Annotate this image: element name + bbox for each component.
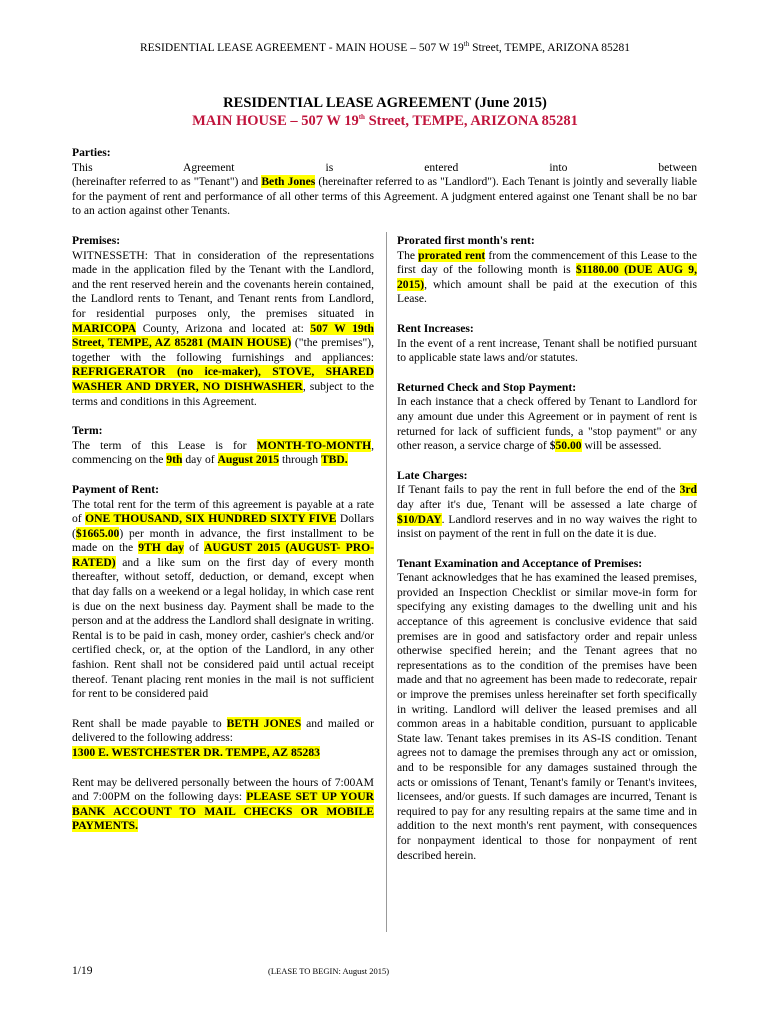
landlord-name: Beth Jones: [261, 175, 316, 189]
parties-body: [72, 175, 697, 219]
subtitle-text-end: Street, TEMPE, ARIZONA 85281: [364, 113, 578, 129]
delivery-text: Rent may be delivered personally between the hours of 7:00AM and 7:00PM on the following days:: [72, 775, 374, 804]
mail-address: 1300 E. WESTCHESTER DR. TEMPE, AZ 85283: [72, 746, 320, 759]
examination-heading: Tenant Examination and Acceptance of Premises:: [397, 556, 643, 570]
returned-check-text-2: will be assessed.: [581, 439, 662, 453]
late-text-3: . Landlord reserves and in no way waives the right to insist on payment of the rent in full on the date it is due.: [397, 512, 697, 541]
examination-section: [397, 557, 697, 863]
parties-section: [72, 146, 697, 219]
term-text-4: through: [279, 453, 321, 467]
parties-text-end: (hereinafter referred to as "Landlord"). Each Tenant is jointly and severally liable for the payment of rent and performance of all other terms of this Agreement. A judgment entered against one Tenant shall be no bar to an action against other Tenants.: [72, 175, 697, 218]
term-body: [72, 439, 374, 468]
term-start-month: August 2015: [217, 453, 280, 467]
late-charges-body: [397, 483, 697, 541]
term-end: TBD.: [320, 453, 348, 467]
term-type: MONTH-TO-MONTH: [256, 438, 372, 452]
rent-amount: $1665.00: [75, 526, 120, 540]
parties-text: (hereinafter referred to as "Tenant") and: [72, 175, 262, 189]
late-text: If Tenant fails to pay the rent in full before the end of the: [397, 483, 680, 497]
premises-section: [72, 234, 374, 409]
delivery-body: [72, 776, 374, 834]
payment-text-4: of: [184, 541, 204, 555]
fee-prefix: $: [549, 439, 556, 453]
prorated-section: [397, 234, 697, 307]
increases-heading: Rent Increases:: [397, 321, 474, 335]
payee-section: [72, 717, 374, 761]
returned-check-fee: 50.00: [555, 439, 582, 453]
late-day: 3rd: [679, 483, 697, 497]
returned-check-body: [397, 395, 697, 453]
title-block: [0, 94, 770, 130]
appliances-list: REFRIGERATOR (no ice-maker), STOVE, SHARED WASHER AND DRYER, NO DISHWASHER: [72, 365, 374, 393]
prorated-term: prorated rent: [418, 248, 486, 262]
payment-section: [72, 483, 374, 702]
term-text-3: day of: [182, 453, 218, 467]
column-divider: [386, 232, 387, 932]
payment-text: The total rent for the term of this agreement is payable at a rate of: [72, 497, 374, 526]
term-text-2: , commencing on the: [72, 438, 374, 467]
subtitle-sup: th: [358, 113, 365, 122]
late-text-2: day after it's due, Tenant will be assessed a late charge of: [397, 497, 697, 511]
returned-check-heading: Returned Check and Stop Payment:: [397, 380, 577, 394]
county-value: MARICOPA: [72, 321, 137, 335]
examination-body: Tenant acknowledges that he has examined the leased premises, provided an Inspection Checklist or similar move-in form for specifying any existing damages to the dwelling unit and his acceptance of this agreement is conclusive evidence that said premises are in good and satisfactory order and repair unless otherwise specified herein; and the Tenant agrees that no representations as to the condition of the premises have been made and that no agreement has been made to redecorate, repair or improve the premises unless hereinafter set forth specifically in writing. Landlord will deliver the leased premises and all common areas in a habitable condition, pursuant to applicable State law. Tenant takes premises in its AS-IS condition. Tenant agrees not to damage the premises through any act or omission, and to be responsible for any damages sustained through the acts or omissions of Tenant, Tenant's family or Tenant's invitees, licensees, and/or guests. If such damages are incurred, Tenant is required to pay for any resulting repairs at the same time and in addition to the next month's rent payment, with consequences for nonpayment identical to those for nonpayment of rent described herein.: [397, 571, 697, 862]
first-payment-month: AUGUST 2015 (AUGUST- PRO-RATED): [72, 541, 374, 569]
payment-text-3: ) per month in advance, the first installment to be made on the: [72, 526, 374, 555]
late-charges-heading: Late Charges:: [397, 468, 468, 482]
footer-note: (LEASE TO BEGIN: August 2015): [268, 966, 390, 976]
term-text: The term of this Lease is for: [72, 438, 257, 452]
premises-text-2: County, Arizona and located at:: [136, 321, 311, 335]
term-heading: Term:: [72, 424, 103, 438]
payee-name: BETH JONES: [226, 716, 302, 730]
returned-check-section: [397, 381, 697, 454]
prorated-text-3: , which amount shall be paid at the execution of this Lease.: [397, 277, 697, 306]
right-column: [397, 234, 697, 878]
first-payment-day: 9TH day: [138, 541, 185, 555]
late-fee: $10/DAY: [397, 512, 442, 526]
rent-amount-words: ONE THOUSAND, SIX HUNDRED SIXTY FIVE: [85, 512, 337, 526]
returned-check-text: In each instance that a check offered by Tenant to Landlord for any amount due under this Agreement or in payment of rent is returned for lack of sufficient funds, a "stop payment" or any other reason, a service charge of: [397, 395, 697, 453]
increases-section: [397, 322, 697, 366]
increases-body: In the event of a rent increase, Tenant shall be notified pursuant to applicable state laws and/or statutes.: [397, 336, 697, 365]
left-column: [72, 234, 374, 849]
mail-address-line: [72, 746, 374, 761]
payment-text-2: Dollars (: [72, 512, 374, 540]
payment-heading: Payment of Rent:: [72, 482, 159, 496]
premises-text: WITNESSETH: That in consideration of the representations made in the application filed by the Tenant with the Landlord, and the rent reserved herein and the covenants herein contained, the Landlord rents to Tenant, and Tenant rents from Landlord, for residential purposes only, the premises situated in: [72, 248, 374, 320]
delivery-instructions: PLEASE SET UP YOUR BANK ACCOUNT TO MAIL CHECKS OR MOBILE PAYMENTS.: [72, 790, 374, 833]
header-sup: th: [463, 40, 470, 49]
payee-text-2: and mailed or delivered to the following address:: [72, 716, 374, 745]
subtitle-text: MAIN HOUSE – 507 W 19: [192, 113, 359, 129]
parties-line1: This Agreement is entered into between: [72, 160, 697, 174]
premises-heading: Premises:: [72, 234, 121, 247]
term-start-day: 9th: [166, 453, 183, 467]
page-number: 1/19: [72, 965, 93, 977]
payment-body: [72, 498, 374, 702]
document-subtitle: [0, 112, 770, 130]
document-title: RESIDENTIAL LEASE AGREEMENT (June 2015): [223, 95, 547, 111]
running-header: [0, 42, 770, 54]
header-text: RESIDENTIAL LEASE AGREEMENT - MAIN HOUSE – 507 W 19: [139, 42, 464, 54]
prorated-body: [397, 249, 697, 307]
prorated-text-2: from the commencement of this Lease to the first day of the following month is: [397, 248, 697, 277]
delivery-section: [72, 776, 374, 834]
parties-heading: Parties:: [72, 146, 111, 159]
late-charges-section: [397, 469, 697, 542]
payment-text-5: and a like sum on the first day of every month thereafter, without setoff, deduction, or demand, except when that day falls on a weekend or a legal holiday, in which case rent is due on the next business day. Payment shall be made to the person and at the address the Landlord shall designate in writing. Rental is to be paid in cash, money order, cashier's check and/or certified check, or, at the option of the Landlord, in any other fashion. Rent shall not be considered paid until actual receipt thereof. Tenant placing rent monies in the mail is not sufficient for rent to be considered paid: [72, 555, 374, 701]
premises-text-3: ("the premises"), together with the following furnishings and appliances:: [72, 336, 374, 364]
header-text-end: Street, TEMPE, ARIZONA 85281: [469, 42, 631, 54]
payee-text: Rent shall be made payable to: [72, 716, 227, 730]
prorated-text: The: [397, 248, 419, 262]
premises-text-4: , subject to the terms and conditions in this Agreement.: [72, 379, 375, 408]
premises-address: 507 W 19th Street, TEMPE, AZ 85281 (MAIN HOUSE): [72, 321, 374, 350]
payee-body: [72, 717, 374, 746]
prorated-amount: $1180.00 (DUE AUG 9, 2015): [397, 263, 697, 291]
premises-body: [72, 249, 374, 410]
prorated-heading: Prorated first month's rent:: [397, 234, 535, 247]
term-section: [72, 424, 374, 468]
